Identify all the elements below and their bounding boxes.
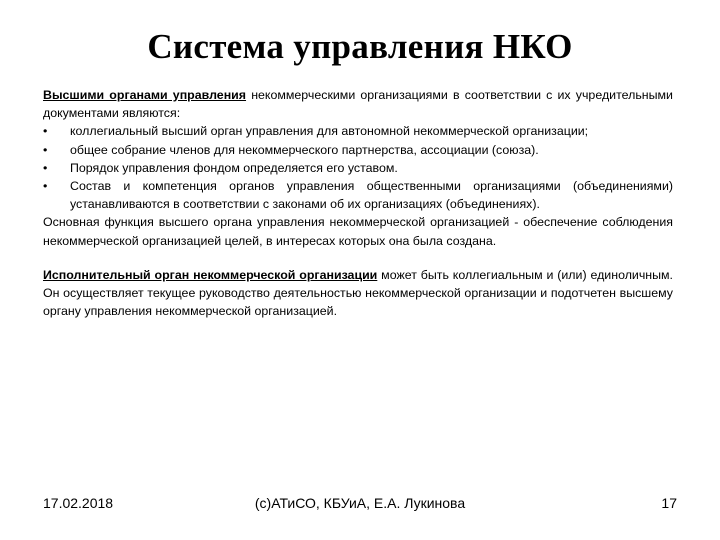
list-item-text: общее собрание членов для некоммерческого партнерства, ассоциации (союза). xyxy=(70,142,539,157)
list-item-text: коллегиальный высший орган управления для автономной некоммерческой организации; xyxy=(70,124,589,139)
main-function-paragraph: Основная функция высшего органа управления некоммерческой организацией - обеспечение соблюдения некоммерческой организацией целей, в интересах которых она была создана. xyxy=(43,215,673,248)
list-item xyxy=(43,141,673,159)
executive-text: может быть коллегиальным и (или) единоличным. Он осуществляет текущее руководство деятельностью некоммерческой организации и подотчетен высшему органу управления некоммерческой организацией. xyxy=(43,267,674,319)
list-item xyxy=(43,159,673,177)
intro-text: некоммерческими организациями в соответствии с их учредительными документами являются: xyxy=(43,88,673,121)
list-item xyxy=(43,177,673,213)
list-item-text: Порядок управления фондом определяется его уставом. xyxy=(70,160,398,175)
intro-paragraph xyxy=(43,86,673,122)
bullet-icon: • xyxy=(43,179,48,194)
executive-bold-lead: Исполнительный орган некоммерческой организации xyxy=(43,267,378,282)
bullet-icon: • xyxy=(43,124,48,139)
bullet-icon: • xyxy=(43,142,48,157)
slide-body xyxy=(43,86,673,320)
paragraph-spacer xyxy=(43,250,673,266)
intro-bold-lead: Высшими органами управления xyxy=(43,88,247,102)
governing-bodies-list xyxy=(43,122,673,213)
list-item-text: Состав и компетенция органов управления общественными организациями (объединениями) устанавливаются в соответствии с законами об их организациях (объединениях). xyxy=(70,179,673,212)
footer-author: (c)АТиСО, КБУиА, Е.А. Лукинова xyxy=(254,495,466,511)
bullet-icon: • xyxy=(43,160,48,175)
executive-body-paragraph xyxy=(43,266,673,321)
page-number: 17 xyxy=(661,495,677,511)
footer-date: 17.02.2018 xyxy=(43,495,114,511)
slide-title: Система управления НКО xyxy=(147,27,573,66)
list-item xyxy=(43,122,673,140)
